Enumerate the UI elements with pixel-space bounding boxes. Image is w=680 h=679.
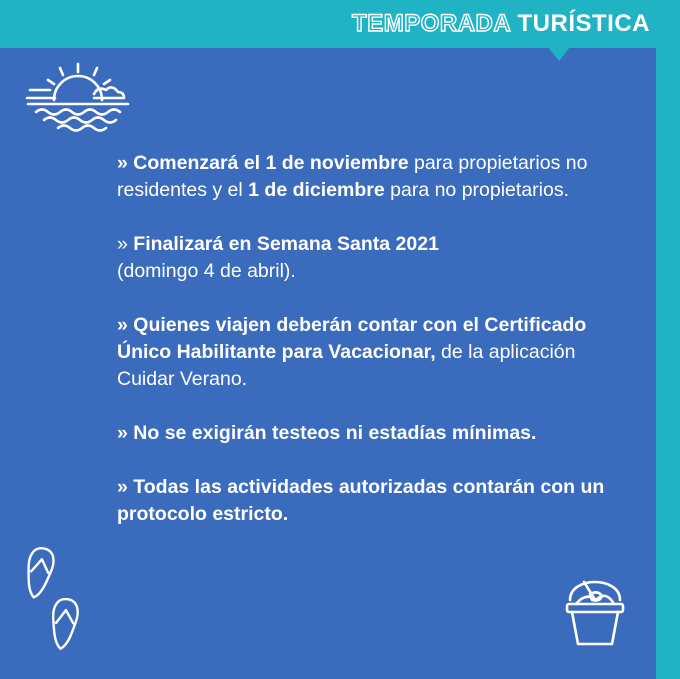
item-text: de la aplicación Cuidar Verano. bbox=[117, 341, 576, 390]
item-text: para propietarios no residentes y el bbox=[117, 152, 588, 201]
item-text-bold: 1 de diciembre bbox=[248, 179, 385, 201]
bullet-marker: » bbox=[117, 314, 128, 336]
content-list bbox=[117, 150, 617, 528]
item-text-bold: No se exigirán testeos ni estadías mínimas. bbox=[133, 422, 537, 444]
bullet-marker: » bbox=[117, 152, 128, 174]
item-text-bold: Quienes viajen deberán contar con el Certificado Único Habilitante para Vacacionar, bbox=[117, 314, 587, 363]
item-text-bold: Comenzará el bbox=[133, 152, 266, 174]
right-accent-stripe bbox=[656, 0, 680, 679]
item-text: (domingo 4 de abril). bbox=[117, 260, 296, 282]
banner-pointer bbox=[548, 47, 570, 61]
item-text-bold: Finalizará en Semana Santa 2021 bbox=[133, 233, 439, 255]
list-item bbox=[117, 150, 617, 204]
flip-flop-icon bbox=[22, 545, 56, 601]
flip-flop-icon bbox=[47, 596, 81, 652]
bullet-marker: » bbox=[117, 476, 128, 498]
bullet-marker: » bbox=[117, 422, 128, 444]
banner-title-outline: TEMPORADA bbox=[352, 10, 511, 37]
beach-bucket-icon bbox=[564, 570, 626, 648]
item-text-bold: Todas las actividades autorizadas contarán con un protocolo estricto. bbox=[117, 476, 605, 525]
header-banner bbox=[0, 0, 680, 48]
list-item bbox=[117, 312, 617, 393]
banner-title-solid: TURÍSTICA bbox=[517, 10, 650, 37]
item-text-bold: 1 de noviembre bbox=[265, 152, 409, 174]
list-item bbox=[117, 420, 617, 447]
list-item bbox=[117, 474, 617, 528]
sun-over-sea-icon bbox=[24, 60, 136, 132]
item-text: para no propietarios. bbox=[384, 179, 569, 201]
list-item bbox=[117, 231, 617, 285]
banner-title bbox=[352, 10, 650, 38]
bullet-marker: » bbox=[117, 233, 128, 255]
